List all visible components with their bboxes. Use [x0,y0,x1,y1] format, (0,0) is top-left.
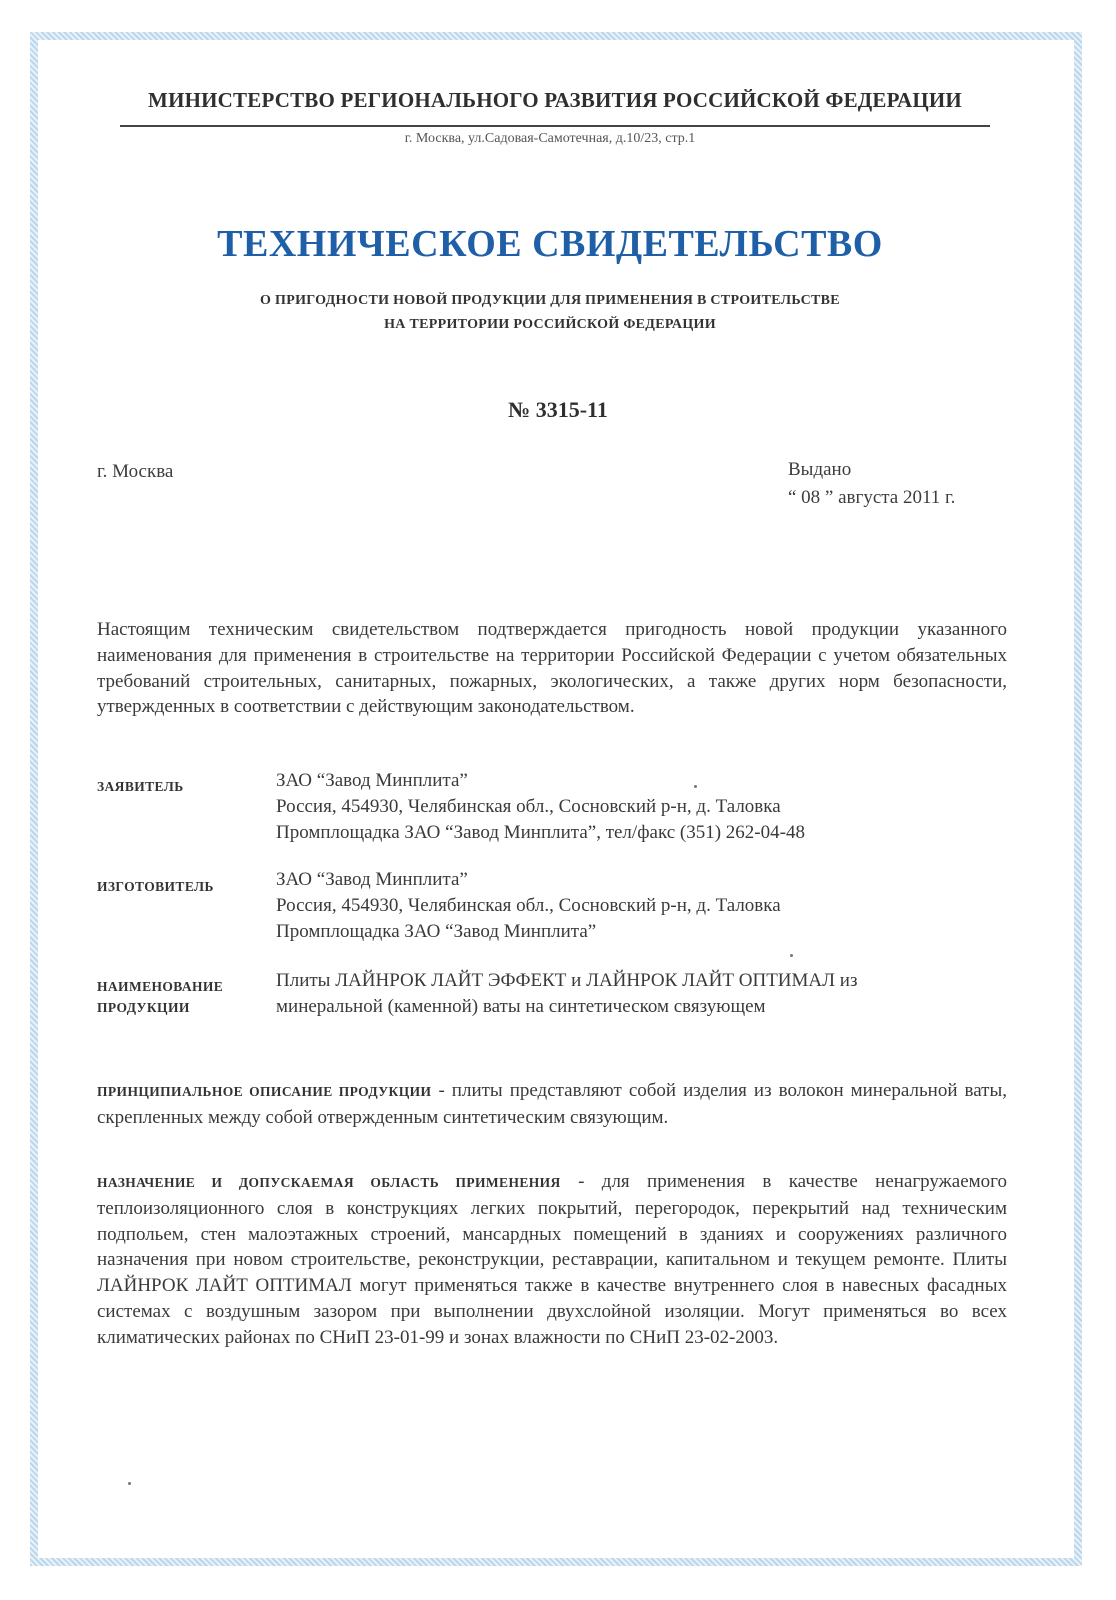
applicant-site: Промплощадка ЗАО “Завод Минплита”, тел/факс (351) 262-04-48 [276,822,805,843]
manufacturer-site: Промплощадка ЗАО “Завод Минплита” [276,921,597,942]
product-name-line2: минеральной (каменной) ваты на синтетическом связующем [276,996,766,1017]
manufacturer-address: Россия, 454930, Челябинская обл., Сосновский р-н, д. Таловка [276,895,781,916]
applicant-details [276,768,1006,846]
manufacturer-label: ИЗГОТОВИТЕЛЬ [97,879,214,894]
scan-speck [128,1482,131,1485]
applicant-label: ЗАЯВИТЕЛЬ [97,779,184,794]
manufacturer-name: ЗАО “Завод Минплита” [276,869,468,890]
product-name-label-line1: НАИМЕНОВАНИЕ [97,979,224,994]
issue-city: г. Москва [97,461,174,482]
issued-date: “ 08 ” августа 2011 г. [788,487,956,508]
document-subtitle-line1: О ПРИГОДНОСТИ НОВОЙ ПРОДУКЦИИ ДЛЯ ПРИМЕНЕНИЯ В СТРОИТЕЛЬСТВЕ [260,293,840,308]
description-text: - плиты представляют собой изделия из волокон минеральной ваты, скрепленных между собой отвержденным синтетическим связующим. [97,1080,1007,1128]
scan-speck [790,954,793,957]
document-subtitle-line2: НА ТЕРРИТОРИИ РОССИЙСКОЙ ФЕДЕРАЦИИ [384,317,716,332]
document-title: ТЕХНИЧЕСКОЕ СВИДЕТЕЛЬСТВО [217,223,883,265]
description-paragraph [97,1078,1007,1131]
ministry-address: г. Москва, ул.Садовая-Самотечная, д.10/23, стр.1 [404,131,696,146]
manufacturer-details [276,867,1006,945]
applicant-address: Россия, 454930, Челябинская обл., Сосновский р-н, д. Таловка [276,796,781,817]
scan-speck [694,785,697,788]
product-name-line1: Плиты ЛАЙНРОК ЛАЙТ ЭФФЕКТ и ЛАЙНРОК ЛАЙТ ОПТИМАЛ из [276,970,858,991]
description-label: ПРИНЦИПИАЛЬНОЕ ОПИСАНИЕ ПРОДУКЦИИ [97,1084,432,1099]
certificate-number: № 3315-11 [508,397,608,422]
product-name-details [276,968,1006,1020]
purpose-text: - для применения в качестве ненагружаемого теплоизоляционного слоя в конструкциях легких покрытий, перегородок, перекрытий над техническим подпольем, стен малоэтажных строений, мансардных помещений в зданиях и сооружениях различного назначения при новом строительстве, реконструкции, реставрации, капитальном и текущем ремонте. Плиты ЛАЙНРОК ЛАЙТ ОПТИМАЛ могут применяться также в качестве внутреннего слоя в навесных фасадных системах с воздушным зазором при выполнении двухслойной изоляции. Могут применяться во всех климатических районах по СНиП 23-01-99 и зонах влажности по СНиП 23-02-2003. [97,1171,1008,1348]
intro-paragraph: Настоящим техническим свидетельством подтверждается пригодность новой продукции указанного наименования для применения в строительстве на территории Российской Федерации с учетом обязательных требований строительных, санитарных, пожарных, экологических, а также других норм безопасности, утвержденных в соответствии с действующим законодательством. [97,619,1007,718]
purpose-paragraph [97,1169,1007,1351]
applicant-name: ЗАО “Завод Минплита” [276,770,468,791]
ministry-header: МИНИСТЕРСТВО РЕГИОНАЛЬНОГО РАЗВИТИЯ РОССИЙСКОЙ ФЕДЕРАЦИИ [148,88,962,112]
purpose-label: НАЗНАЧЕНИЕ И ДОПУСКАЕМАЯ ОБЛАСТЬ ПРИМЕНЕНИЯ [97,1175,561,1190]
issued-label: Выдано [788,459,852,480]
product-name-label [97,976,223,1018]
header-divider [120,125,990,127]
product-name-label-line2: ПРОДУКЦИИ [97,1000,190,1015]
